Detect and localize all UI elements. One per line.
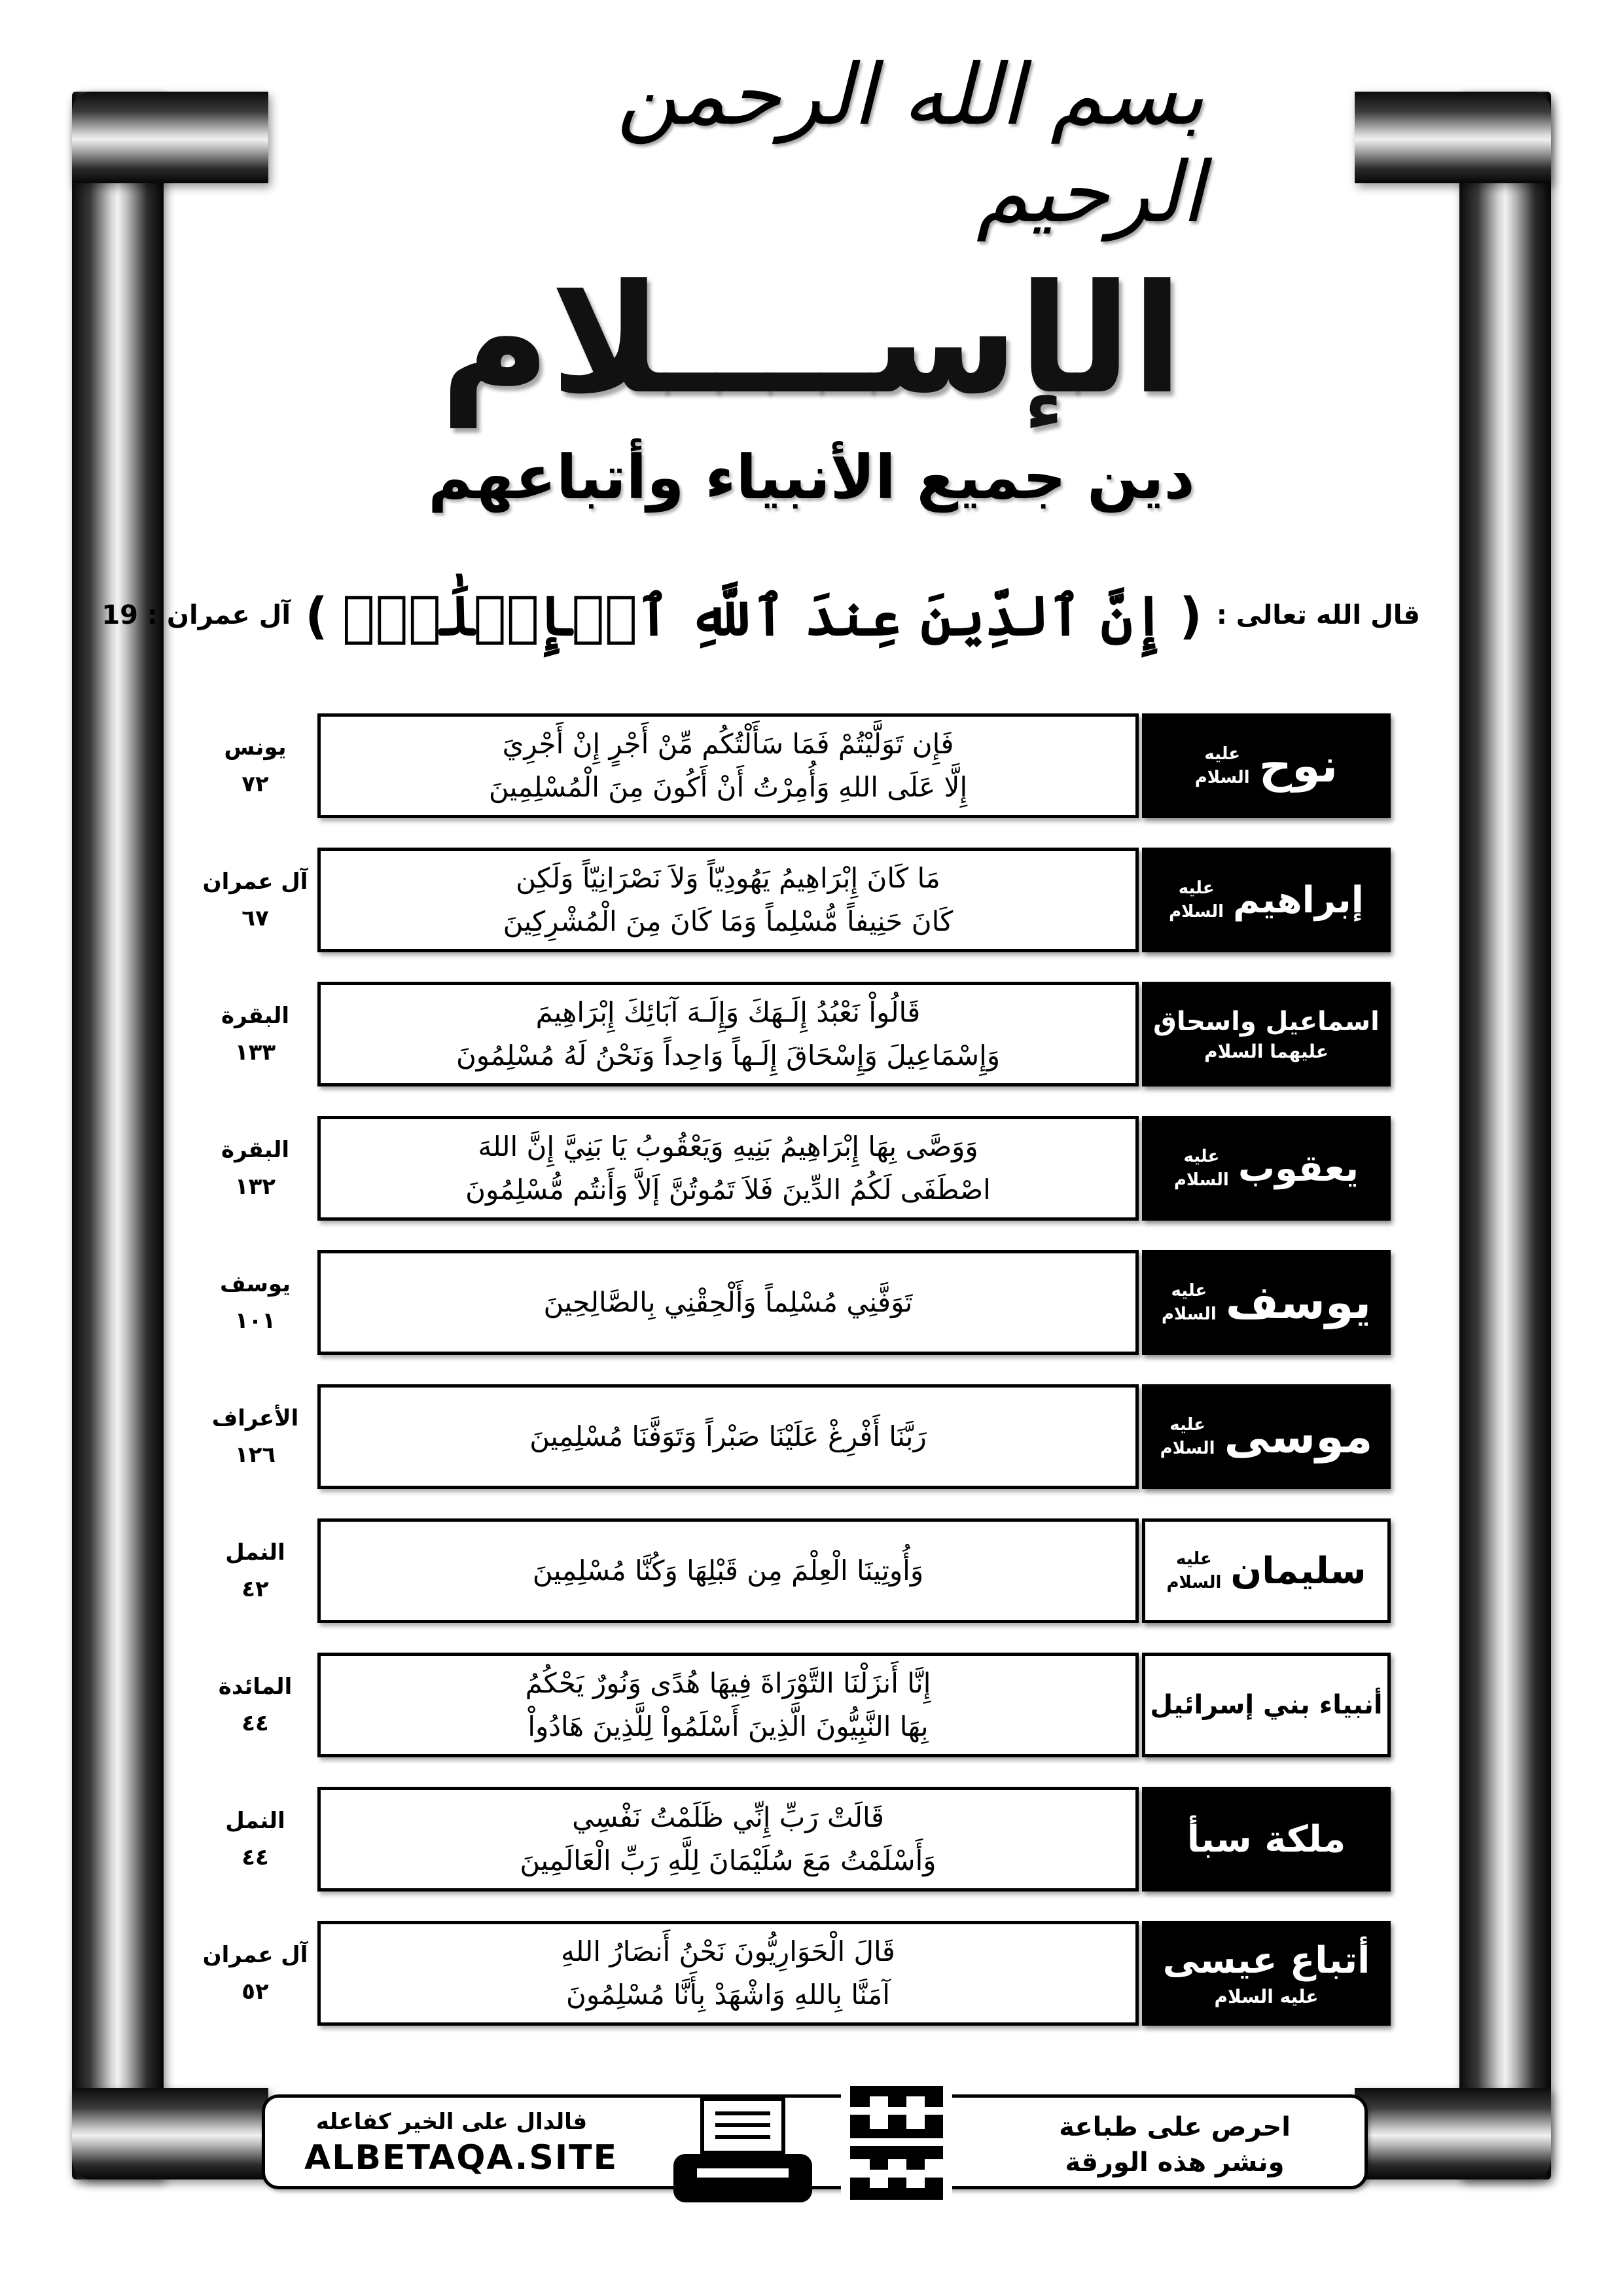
honorific	[1195, 742, 1250, 789]
honorific	[1174, 1145, 1229, 1192]
prophet-label	[1142, 1518, 1391, 1623]
verse-line-1: تَوَفَّنِي مُسْلِماً وَأَلْحِقْنِي بِالصَّالِحِينَ	[543, 1286, 913, 1318]
honorific: عليه السلام	[1214, 1986, 1319, 2007]
surah-name: يوسف	[220, 1271, 291, 1297]
verse-reference	[196, 841, 314, 959]
verse-line-1: فَإِن تَوَلَّيْتُمْ فَمَا سَأَلْتُكُم مِّنْ أَجْرٍ إِنْ أَجْرِيَ	[502, 728, 954, 760]
ayah-number: ١٣٢	[234, 1174, 276, 1200]
surah-name: الأعراف	[211, 1405, 299, 1431]
prophet-name: إبراهيم	[1233, 878, 1364, 922]
footer-banner	[262, 2094, 1368, 2189]
honorific-line-2: السلام	[1161, 1304, 1217, 1324]
verse-line-2: وَإِسْمَاعِيلَ وَإِسْحَاقَ إِلَـهاً وَاحِداً وَنَحْنُ لَهُ مُسْلِمُونَ	[455, 1039, 1001, 1071]
prophet-label	[1142, 713, 1391, 818]
frame-right-bar	[1459, 92, 1551, 2179]
table-row	[196, 1780, 1427, 1898]
page-subtitle: دين جميع الأنبياء وأتباعهم	[428, 442, 1195, 512]
frame-corner-bottom-right	[1355, 2088, 1551, 2179]
verse-line-2: بِهَا النَّبِيُّونَ الَّذِينَ أَسْلَمُواْ لِلَّذِينَ هَادُواْ	[527, 1710, 929, 1742]
frame-corner-top-left	[72, 92, 268, 183]
ayah-number: ٤٢	[241, 1576, 269, 1602]
verse-reference	[196, 975, 314, 1093]
table-row	[196, 1646, 1427, 1764]
table-row	[196, 1244, 1427, 1361]
surah-name: البقرة	[221, 1003, 289, 1029]
frame-left-bar	[72, 92, 164, 2179]
table-row	[196, 1914, 1427, 2032]
verse-box	[317, 1518, 1139, 1623]
footer-site-block	[304, 2106, 618, 2178]
prophet-name: اسماعيل واسحاق	[1153, 1006, 1380, 1037]
honorific-line-2: السلام	[1194, 768, 1250, 787]
verse-line-1: رَبَّنَا أَفْرِغْ عَلَيْنَا صَبْراً وَتَوَفَّنَا مُسْلِمِينَ	[529, 1420, 927, 1452]
verse-reference	[196, 1244, 314, 1361]
prophet-label	[1142, 1653, 1391, 1757]
table-row	[196, 707, 1427, 825]
surah-name: آل عمران	[202, 1942, 308, 1968]
honorific-line-1: عليه	[1169, 1415, 1205, 1435]
table-row	[196, 1512, 1427, 1630]
quote-close-paren: )	[305, 586, 328, 645]
verse-box	[317, 1921, 1139, 2026]
basmala-calligraphy: بسم الله الرحمن الرحيم	[616, 46, 1204, 242]
verse-line-1: قَالَ الْحَوَارِيُّونَ نَحْنُ أَنصَارُ اللهِ	[561, 1935, 895, 1967]
frame-corner-bottom-left	[72, 2088, 268, 2179]
honorific	[1160, 1413, 1215, 1460]
prophet-label	[1142, 1250, 1391, 1355]
verse-reference	[196, 1914, 314, 2032]
verse-reference	[196, 1109, 314, 1227]
verse-box	[317, 1787, 1139, 1892]
honorific	[1162, 1279, 1217, 1326]
verse-box	[317, 1250, 1139, 1355]
prophet-label	[1142, 1116, 1391, 1221]
ayah-number: ١٢٦	[234, 1442, 276, 1468]
honorific	[1169, 876, 1224, 924]
table-row	[196, 1109, 1427, 1227]
verse-line-1: وَأُوتِينَا الْعِلْمَ مِن قَبْلِهَا وَكُنَّا مُسْلِمِينَ	[532, 1554, 924, 1587]
prophet-label	[1142, 848, 1391, 952]
table-row	[196, 1378, 1427, 1496]
verse-line-1: قَالُواْ نَعْبُدُ إِلَـهَكَ وَإِلَـهَ آبَائِكَ إِبْرَاهِيمَ	[535, 996, 921, 1028]
verse-box	[317, 713, 1139, 818]
honorific-line-1: عليه	[1171, 1281, 1207, 1300]
verse-box	[317, 1653, 1139, 1757]
verse-line-1: إِنَّا أَنزَلْنَا التَّوْرَاةَ فِيهَا هُدًى وَنُورٌ يَحْكُمُ	[525, 1667, 931, 1699]
honorific-line-1: عليه	[1176, 1549, 1212, 1569]
quote-line	[101, 576, 1420, 655]
verse-line-2: وَأَسْلَمْتُ مَعَ سُلَيْمَانَ لِلَّهِ رَبِّ الْعَالَمِينَ	[520, 1844, 936, 1876]
ayah-number: ١٣٣	[234, 1039, 276, 1066]
surah-name: يونس	[224, 734, 287, 761]
verse-box	[317, 1384, 1139, 1489]
footer-call-to-action	[1037, 2109, 1312, 2180]
honorific-line-1: عليه	[1204, 744, 1241, 764]
honorific: عليهما السلام	[1204, 1040, 1329, 1062]
surah-name: النمل	[225, 1808, 285, 1834]
ayah-number: ١٠١	[234, 1308, 276, 1334]
printer-icon	[671, 2098, 815, 2209]
verse-reference	[196, 707, 314, 825]
verse-box	[317, 982, 1139, 1086]
prophet-name: يوسف	[1225, 1276, 1372, 1329]
frame-corner-top-right	[1355, 92, 1551, 183]
verse-line-1: قَالَتْ رَبِّ إِنِّي ظَلَمْتُ نَفْسِي	[572, 1801, 884, 1833]
table-row	[196, 841, 1427, 959]
quote-open-paren: (	[1179, 586, 1202, 645]
page-title: الإســــلام	[440, 253, 1183, 427]
quote-intro: قال الله تعالى :	[1216, 600, 1420, 630]
footer-site-link[interactable]: ALBETAQA.SITE	[304, 2138, 618, 2178]
prophet-name: يعقوب	[1238, 1147, 1359, 1190]
ayah-number: ٤٤	[241, 1710, 269, 1736]
prophets-table	[196, 707, 1427, 2049]
verse-reference	[196, 1780, 314, 1898]
ayah-number: ٤٤	[241, 1844, 269, 1871]
ayah-number: ٦٧	[241, 905, 269, 931]
honorific	[1166, 1547, 1221, 1594]
verse-reference	[196, 1512, 314, 1630]
prophet-name: أتباع عيسى	[1162, 1939, 1370, 1982]
prophet-name: سليمان	[1230, 1549, 1366, 1592]
quote-reference: آل عمران : 19	[101, 600, 291, 630]
verse-line-2: اصْطَفَى لَكُمُ الدِّينَ فَلاَ تَمُوتُنَّ إَلاَّ وَأَنتُم مُّسْلِمُونَ	[465, 1174, 991, 1206]
surah-name: المائدة	[218, 1674, 293, 1700]
verse-reference	[196, 1378, 314, 1496]
verse-line-1: وَوَصَّى بِهَا إِبْرَاهِيمُ بَنِيهِ وَيَعْقُوبُ يَا بَنِيَّ إِنَّ اللهَ	[478, 1130, 978, 1162]
verse-line-1: مَا كَانَ إِبْرَاهِيمُ يَهُودِيّاً وَلاَ نَصْرَانِيّاً وَلَكِن	[516, 862, 940, 894]
prophet-name: موسى	[1224, 1410, 1373, 1463]
table-row	[196, 975, 1427, 1093]
surah-name: آل عمران	[202, 869, 308, 895]
prophet-name: أنبياء بني إسرائيل	[1150, 1690, 1383, 1720]
honorific-line-2: السلام	[1166, 1573, 1222, 1592]
honorific-line-1: عليه	[1183, 1147, 1220, 1166]
verse-box	[317, 848, 1139, 952]
prophet-label	[1142, 982, 1391, 1086]
surah-name: البقرة	[221, 1137, 289, 1163]
ayah-number: ٥٢	[241, 1979, 269, 2005]
prophet-label	[1142, 1787, 1391, 1892]
quote-verse: إِنَّ ٱلدِّينَ عِندَ ٱللَّهِ ٱلۡإِسۡلَٰمُۗ	[342, 583, 1166, 648]
prophet-label	[1142, 1921, 1391, 2026]
verse-reference	[196, 1646, 314, 1764]
footer-call-line-1: احرص على طباعة	[1059, 2112, 1291, 2142]
prophet-name: نوح	[1258, 739, 1338, 793]
verse-line-2: إِلَّا عَلَى اللهِ وَأُمِرْتُ أَنْ أَكُونَ مِنَ الْمُسْلِمِينَ	[488, 771, 968, 803]
footer-call-line-2: ونشر هذه الورقة	[1065, 2147, 1285, 2178]
prophet-label	[1142, 1384, 1391, 1489]
honorific-line-2: السلام	[1169, 902, 1224, 922]
ayah-number: ٧٢	[241, 771, 269, 797]
honorific-line-1: عليه	[1178, 878, 1215, 898]
honorific-line-2: السلام	[1160, 1439, 1215, 1458]
prophet-name: ملكة سبأ	[1186, 1818, 1346, 1861]
verse-box	[317, 1116, 1139, 1221]
honorific-line-2: السلام	[1173, 1170, 1229, 1190]
footer-hadith: فالدال على الخير كفاعله	[315, 2109, 588, 2135]
verse-line-2: كَانَ حَنِيفاً مُّسْلِماً وَمَا كَانَ مِنَ الْمُشْرِكِينَ	[503, 905, 954, 937]
dawah-logo-icon	[841, 2078, 952, 2206]
verse-line-2: آمَنَّا بِاللهِ وَاشْهَدْ بِأَنَّا مُسْلِمُونَ	[566, 1979, 890, 2011]
surah-name: النمل	[225, 1539, 285, 1566]
